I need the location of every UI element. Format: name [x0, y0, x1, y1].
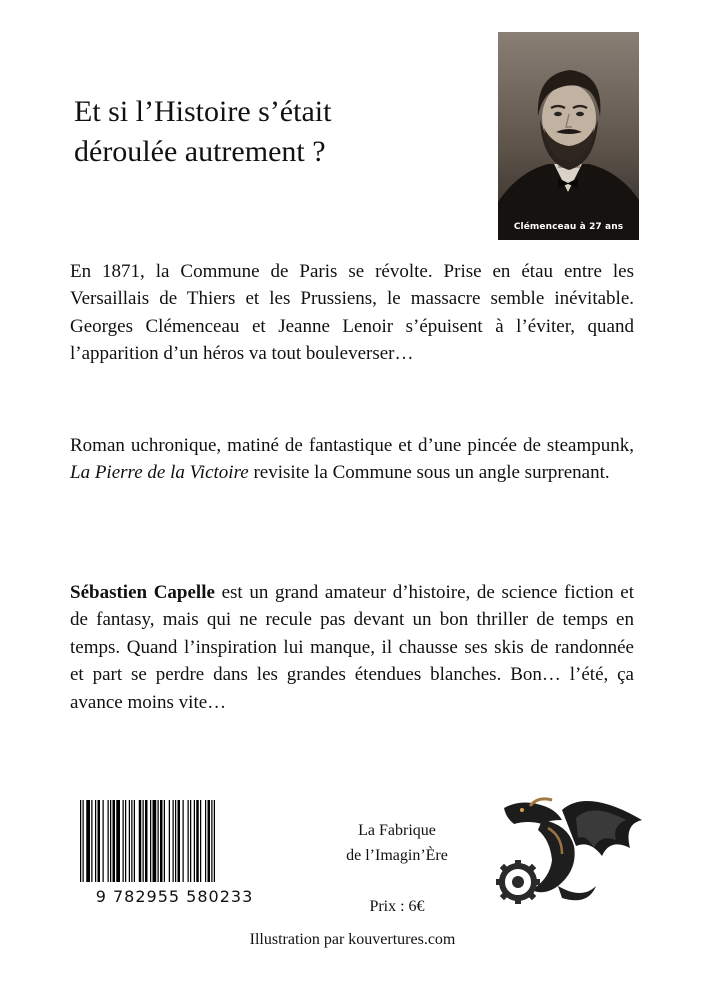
publisher-line-1: La Fabrique [358, 822, 436, 839]
back-cover-headline [74, 92, 474, 172]
headline-line-2: déroulée autrement ? [74, 135, 326, 168]
genre-text-start: Roman uchronique, matiné de fantastique et d’une pincée de steampunk, [70, 435, 634, 456]
book-title: La Pierre de la Victoire [70, 462, 249, 484]
publisher-line-2: de l’Imagin’Ère [346, 847, 448, 864]
illustration-credit: Illustration par kouvertures.com [249, 931, 456, 948]
genre-text-end: revisite la Commune sous un angle surprenant. [248, 462, 610, 484]
barcode-bars [72, 798, 277, 884]
author-bio-text: est un grand amateur d’histoire, de science fiction et de fantasy, mais qui ne recule pas devant un bon thriller de temps en temps. Quand l’inspiration lui manque, il chausse ses skis de randonnée et part se perdre dans les grandes étendues blanches. Bon… l’été, ça avance moins vite… [70, 582, 635, 713]
publisher-dragon-logo [492, 790, 652, 910]
genre-paragraph [70, 432, 634, 487]
author-portrait-photo [498, 32, 639, 240]
portrait-illustration [498, 32, 639, 240]
isbn-number: 9 782955 580233 [95, 887, 254, 906]
portrait-caption: Clémenceau à 27 ans [513, 222, 624, 232]
author-name: Sébastien Capelle [70, 582, 215, 603]
price-label: Prix : 6€ [369, 898, 425, 915]
publisher-name [322, 818, 472, 868]
author-bio-paragraph [70, 579, 634, 716]
isbn-barcode [72, 798, 277, 906]
headline-line-1: Et si l’Histoire s’était [74, 95, 332, 128]
synopsis-paragraph: En 1871, la Commune de Paris se révolte. Prise en étau entre les Versaillais de Thiers et les Prussiens, le massacre semble inévitable. Georges Clémenceau et Jeanne Lenoir s’épuisent à l’éviter, quand l’apparition d’un héros va tout bouleverser… [70, 261, 634, 365]
